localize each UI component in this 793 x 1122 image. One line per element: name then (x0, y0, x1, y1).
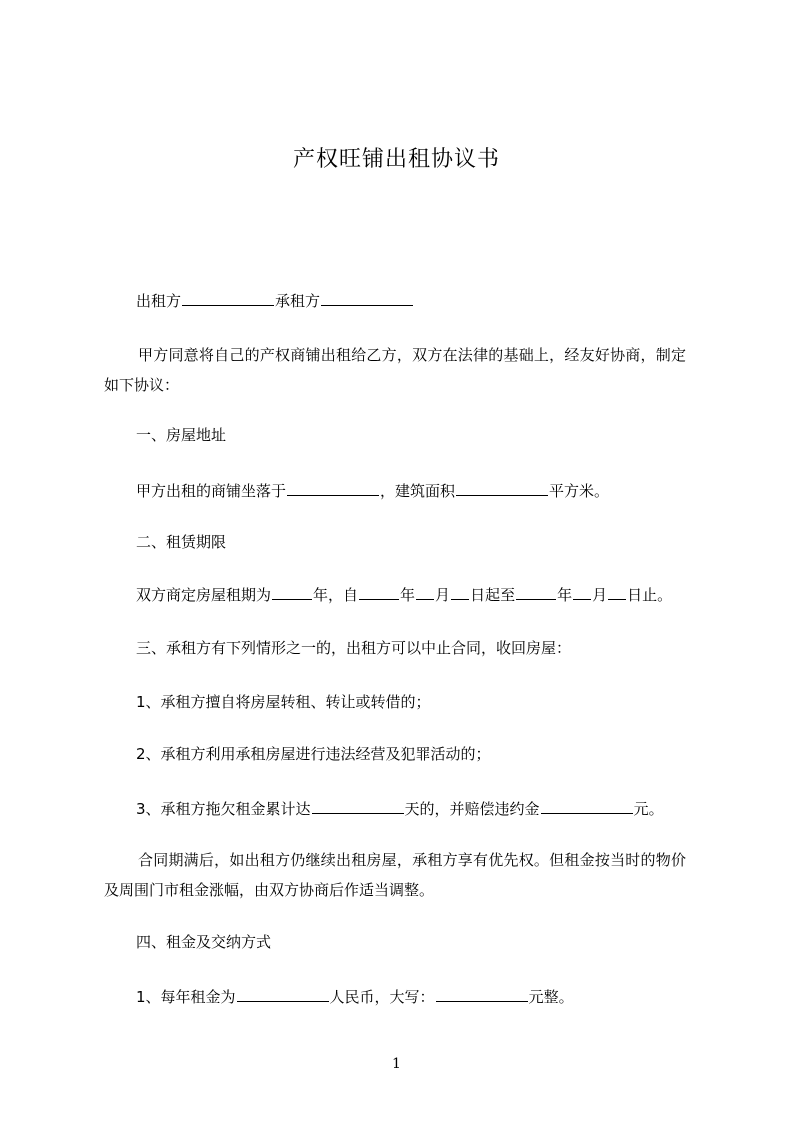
rent-label: 1、每年租金为 (136, 988, 236, 1006)
end-month-label: 月 (592, 586, 608, 604)
arrears-days-blank[interactable] (312, 798, 404, 814)
section-1-text (136, 480, 609, 501)
section-1-heading: 一、房屋地址 (136, 426, 227, 444)
lessor-label: 出租方 (136, 292, 182, 310)
section-3-item-3 (136, 798, 664, 819)
section-4-item-1 (136, 986, 574, 1007)
penalty-label: 天的，并赔偿违约金 (404, 800, 540, 818)
term-label: 双方商定房屋租期为 (136, 586, 272, 604)
lessee-blank[interactable] (321, 290, 413, 306)
section-3-item-2: 2、承租方利用承租房屋进行违法经营及犯罪活动的； (136, 745, 491, 763)
penalty-amount-blank[interactable] (541, 798, 633, 814)
start-day-label: 日起至 (470, 586, 516, 604)
start-month-label: 月 (435, 586, 451, 604)
rent-unit: 元整。 (528, 988, 574, 1006)
parties-line (136, 290, 414, 311)
section-2-text (136, 584, 672, 605)
arrears-label: 3、承租方拖欠租金累计达 (136, 800, 311, 818)
document-title: 产权旺铺出租协议书 (292, 147, 500, 172)
address-blank[interactable] (287, 480, 379, 496)
section-3-item-1: 1、承租方擅自将房屋转租、转让或转借的； (136, 693, 431, 711)
rent-capital-blank[interactable] (436, 986, 528, 1002)
penalty-unit: 元。 (633, 800, 664, 818)
section-2-heading: 二、租赁期限 (136, 533, 227, 551)
term-years-blank[interactable] (272, 584, 312, 600)
rent-capital-label: 人民币，大写： (329, 988, 435, 1006)
start-year-label: 年 (400, 586, 416, 604)
start-day-blank[interactable] (451, 584, 469, 600)
end-year-label: 年 (557, 586, 573, 604)
address-label: 甲方出租的商铺坐落于 (136, 482, 287, 500)
area-unit: 平方米。 (549, 482, 610, 500)
intro-paragraph: 甲方同意将自己的产权商铺出租给乙方，双方在法律的基础上，经友好协商，制定如下协议： (104, 346, 686, 394)
lessee-label: 承租方 (275, 292, 321, 310)
lessor-blank[interactable] (182, 290, 274, 306)
start-month-blank[interactable] (416, 584, 434, 600)
end-month-blank[interactable] (573, 584, 591, 600)
end-year-blank[interactable] (516, 584, 556, 600)
page-number: 1 (392, 1056, 401, 1072)
section-4-heading: 四、租金及交纳方式 (136, 933, 272, 951)
term-from-label: 年，自 (313, 586, 359, 604)
rent-amount-blank[interactable] (237, 986, 329, 1002)
section-3-heading: 三、承租方有下列情形之一的，出租方可以中止合同，收回房屋： (136, 639, 572, 657)
end-day-blank[interactable] (608, 584, 626, 600)
renewal-paragraph: 合同期满后，如出租方仍继续出租房屋，承租方享有优先权。但租金按当时的物价及周围门市租金涨幅，由双方协商后作适当调整。 (104, 851, 686, 899)
end-day-label: 日止。 (627, 586, 673, 604)
start-year-blank[interactable] (359, 584, 399, 600)
area-label: ，建筑面积 (380, 482, 456, 500)
area-blank[interactable] (456, 480, 548, 496)
